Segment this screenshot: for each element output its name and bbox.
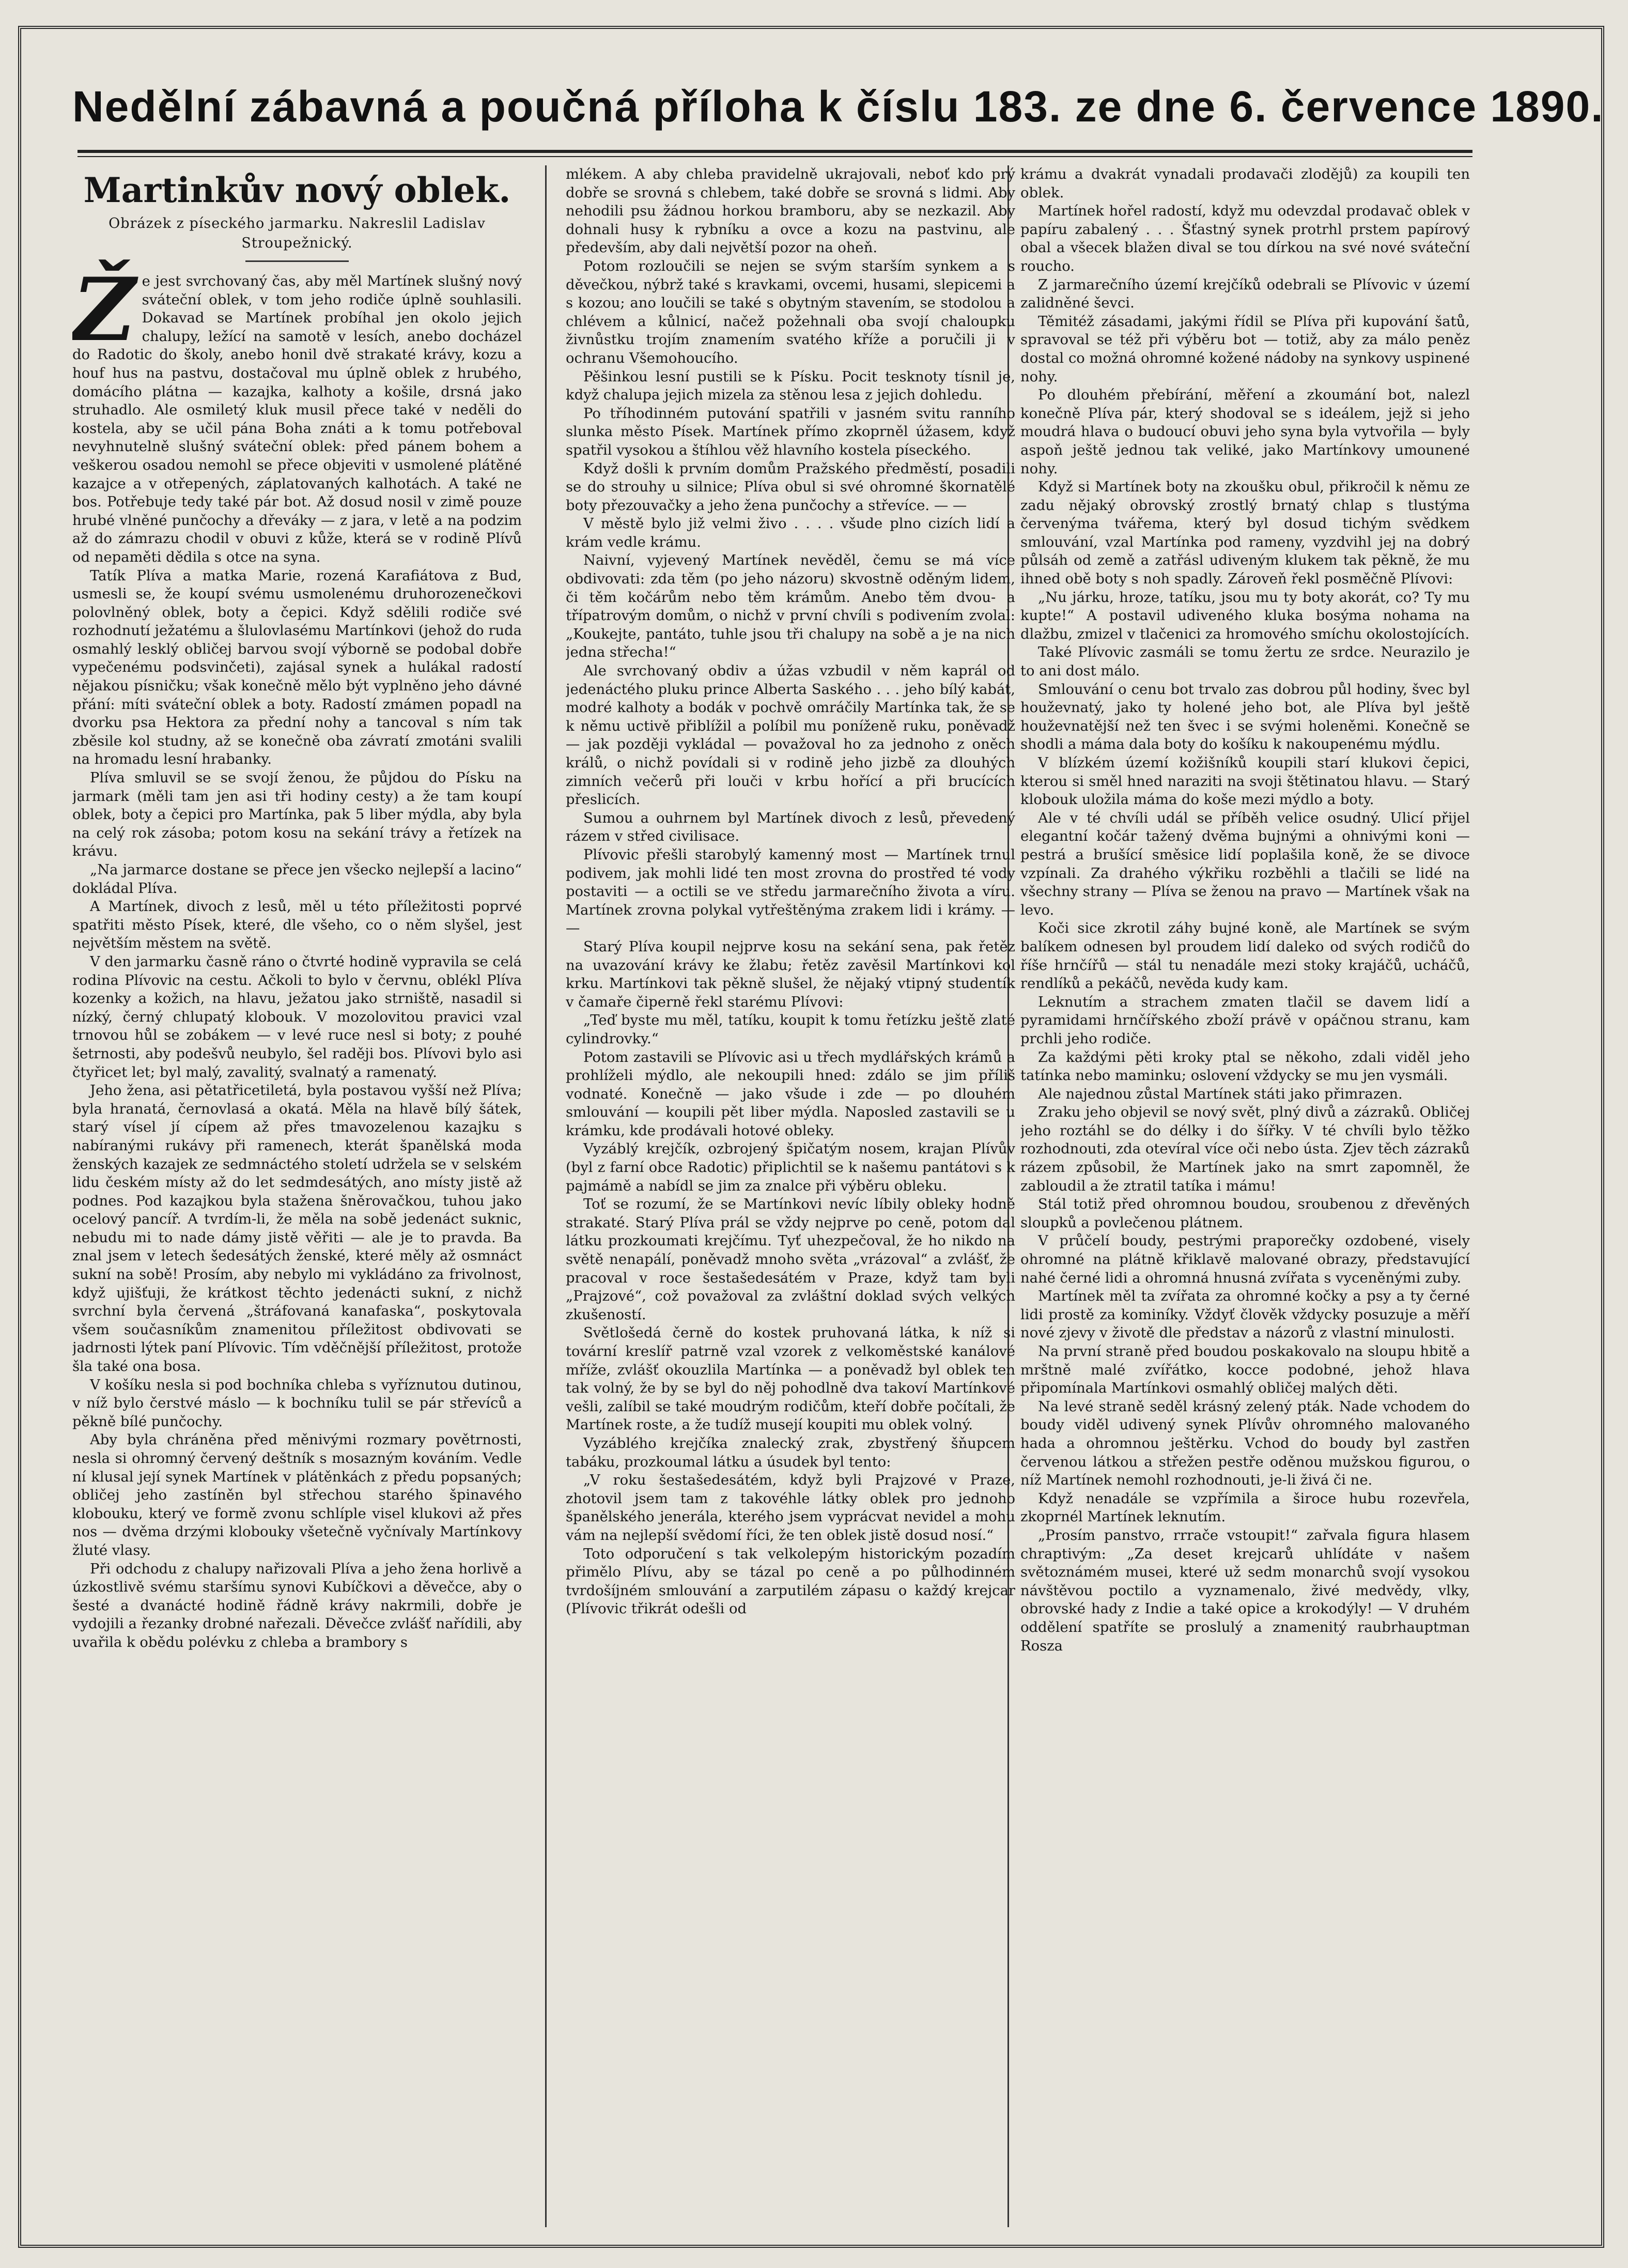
article-column-3 xyxy=(1020,165,1470,2227)
paragraph: Potom zastavili se Plívovic asi u třech mydlářských krámů a prohlíželi mýdlo, ale nekoupili hned: zdálo se jim příliš vodnaté. Konečně — jako všude i zde — po dlouhém smlouvání — koupili pět liber mýdla. Naposled zastavili se u krámku, kde prodávali hotové obleky. xyxy=(566,1049,1015,1139)
paragraph: Koči sice zkrotil záhy bujné koně, ale Martínek se svým balíkem odnesen byl proudem lidí daleko od svých rodičů do říše hrnčířů — stál tu nenadále mezi stoky krajáčů, ucháčů, rendlíků a pekáčů, nevěda kudy kam. xyxy=(1020,920,1470,992)
paragraph: V průčelí boudy, pestrými praporečky ozdobené, visely ohromné na plátně křiklavě malované obrazy, představující nahé černé lidi a ohromná hnusná zvířata s vyceněnými zuby. xyxy=(1020,1233,1470,1286)
title-rule xyxy=(245,260,349,262)
paragraph: „Na jarmarce dostane se přece jen všecko nejlepší a lacino“ dokládal Plíva. xyxy=(72,862,522,897)
paragraph: Stál totiž před ohromnou boudou, sroubenou z dřevěných sloupků a povlečenou plátnem. xyxy=(1020,1196,1470,1231)
paragraph: A Martínek, divoch z lesů, měl u této příležitosti poprvé spatřiti město Písek, které, dle všeho, co o něm slyšel, jest největším městem na světě. xyxy=(72,899,522,952)
article-column-2 xyxy=(566,165,1015,2227)
paragraph: Naivní, vyjevený Martínek nevěděl, čemu se má více obdivovati: zda těm (po jeho názoru) skvostně oděným lidem, či těm kočárům nebo těm krámům. Anebo těm dvou- a třípatrovým domům, o nichž v první chvíli s podivením zvolal: „Koukejte, pantáto, tuhle jsou tři chalupy na sobě a je na nich jedna střecha!“ xyxy=(566,552,1015,661)
article-title: Martinkův nový oblek. xyxy=(83,170,511,210)
paragraph: Když nenadále se vzpřímila a široce hubu rozevřela, zkoprnél Martínek leknutím. xyxy=(1020,1490,1470,1525)
paragraph: Také Plívovic zasmáli se tomu žertu ze srdce. Neurazilo je to ani dost málo. xyxy=(1020,644,1470,680)
paragraph: Aby byla chráněna před měnivými rozmary povětrnosti, nesla si ohromný červený deštník s mosazným kováním. Vedle ní klusal její synek Martínek v plátěnkách z předu popsaných; obličej jeho zastíněn byl střechou starého špinavého klobouku, který ve formě zvonu schlíple visel klukovi až přes nos — dvěma drzými klobouky všetečně vyčnívaly Martínkovy žluté vlasy. xyxy=(72,1432,522,1559)
paragraph: V městě bylo již velmi živo . . . . všude plno cizích lidí a krám vedle krámu. xyxy=(566,516,1015,550)
paragraph: Světlošedá černě do kostek pruhovaná látka, k níž si tovární kreslíř patrně vzal vzorek z velkoměstské kanálové mříže, zvlášť okouzlila Martínka — a poněvadž byl oblek ten tak volný, že by se byl do něj pohodlně dva takoví Martínkové vešli, zalíbil se také moudrým rodičům, kteří dobře počítali, že Martínek roste, a že tudíž musejí koupiti mu oblek volný. xyxy=(566,1325,1015,1433)
paragraph: Ale v té chvíli udál se příběh velice osudný. Ulicí přijel elegantní kočár tažený dvěma bujnými a ohnivými koni — pestrá a brušící směsice lidí poplašila koně, že se divoce vzpínali. Za drahého výkřiku rozběhli a tlačili se lidé na všechny strany — Plíva se ženou na pravo — Martínek však na levo. xyxy=(1020,810,1470,918)
paragraph: mlékem. A aby chleba pravidelně ukrajovali, neboť kdo prý dobře se srovná s chlebem, také dobře se srovná s lidmi. Aby nehodili psu žádnou horkou bramboru, aby se nezkazil. Aby dohnali husy k rybníku a ovce a kozu na pastvinu, ale především, aby dali největší pozor na oheň. xyxy=(566,166,1015,256)
paragraph: Pěšinkou lesní pustili se k Písku. Pocit tesknoty tísnil je, když chalupa jejich mizela za stěnou lesa z jejich dohledu. xyxy=(566,368,1015,404)
paragraph: Tatík Plíva a matka Marie, rozená Karafiátova z Bud, usmesli se, že koupí svému usmolenému druhorozenečkovi polovlněný oblek, boty a čepici. Když sdělili rodiče své rozhodnutí ježatému a šlulovlasému Martínkovi (jehož do ruda osmahlý lesklý obličej barvou svojí výborně se podobal dobře vypečenému podsvinčeti), zajásal synek a hulákal radostí nějakou písničku; však konečně mělo být vyplněno jeho dávné přání: míti sváteční oblek a boty. Radostí zmámen popadl na dvorku psa Hektora za přední nohy a tancoval s ním tak zběsile kol studny, až se konečně oba závratí zmotáni svalili na hromadu lesní hrabanky. xyxy=(72,567,522,768)
article-column-1 xyxy=(72,165,522,2227)
drop-cap: Ž xyxy=(72,258,136,361)
header-rule xyxy=(77,150,1472,153)
column-divider xyxy=(545,165,547,2227)
paragraph: Ale svrchovaný obdiv a úžas vzbudil v něm kaprál od jedenáctého pluku prince Alberta Saského . . . jeho bílý kabát, modré kalhoty a bodák v pochvě omráčily Martínka tak, že se k němu uctivě přiblížil a políbil mu poníženě ruku, poněvadž — jak později vykládal — považoval ho za jednoho z oněch králů, o nichž povídali si v rodině jeho jizbě za dlouhých zimních večerů při louči v krbu hořící a při brucících přeslicích. xyxy=(566,663,1015,808)
paragraph: Při odchodu z chalupy nařizovali Plíva a jeho žena horlivě a úzkostlivě svému staršímu synovi Kubíčkovi a děvečce, aby o šesté a dvanácté hodině řádně krávy nakrmili, dobře je vydojili a řezanky drobné nařezali. Děvečce zvlášť nařídili, aby uvařila k obědu polévku z chleba a brambory s xyxy=(72,1561,522,1650)
header-rule-thin xyxy=(77,156,1472,157)
paragraph: krámu a dvakrát vynadali prodavači zlodějů) za koupili ten oblek. xyxy=(1020,166,1470,201)
paragraph: V den jarmarku časně ráno o čtvrté hodině vypravila se celá rodina Plívovic na cestu. Ačkoli to bylo v červnu, oblékl Plíva kozenky a kožich, na hlavu, ježatou jako strniště, nasadil si nízký, černý chlupatý klobouk. V mozolovitou pravici vzal trnovou hůl se zobákem — v levé ruce nesl si boty; z pouhé šetrnosti, aby podešvů neubylo, šel raději bos. Plívovi bylo asi čtyřicet let; byl malý, zavalitý, svalnatý a ramenatý. xyxy=(72,953,522,1081)
paragraph: Plívovic přešli starobylý kamenný most — Martínek trnul podivem, jak mohli lidé ten most zrovna do prostřed té vody postaviti — a octili se ve středu jarmarečního života a víru. Martínek zrovna polykal vytřeštěnýma zrakem lidi i krámy. — — xyxy=(566,846,1015,937)
paragraph: Když došli k prvním domům Pražského předměstí, posadili se do strouhy u silnice; Plíva obul si své ohromné škornatělé boty přezouvačky a jeho žena punčochy a střevíce. — — xyxy=(566,460,1015,514)
paragraph: Na levé straně seděl krásný zelený pták. Nade vchodem do boudy viděl udivený synek Plívův ohromného malovaného hada a ohromnou ještěrku. Vchod do boudy byl zastřen červenou látkou a střežen pestře oděnou mužskou figurou, o níž Martínek nemohl rozhodnouti, je-li živá či ne. xyxy=(1020,1398,1470,1489)
paragraph: Za každými pěti kroky ptal se někoho, zdali viděl jeho tatínka nebo maminku; oslovení vždycky se mu jen vysmáli. xyxy=(1020,1049,1470,1084)
paragraph: Po dlouhém přebírání, měření a zkoumání bot, nalezl konečně Plíva pár, který shodoval se s ideálem, jejž si jeho moudrá hlava o budoucí obuvi jeho syna byla vytvořila — byly aspoň ještě jednou tak veliké, jako Martínkovy umounené nohy. xyxy=(1020,387,1470,477)
paragraph: Martínek hořel radostí, když mu odevzdal prodavač oblek v papíru zabalený . . . Šťastný synek protrhl prstem papírový obal a všecek blažen dival se tou dírkou na své nové sváteční roucho. xyxy=(1020,203,1470,274)
paragraph: „Prosím panstvo, rrrače vstoupit!“ zařvala figura hlasem chraptivým: „Za deset krejcarů uhlídáte v našem světoznámém musei, které už sedm monarchů svojí vysokou návštěvou poctilo a vyznamenalo, živé medvědy, vlky, obrovské hady z Indie a také opice a krokodýly! — V druhém oddělení spatříte se proslulý a znamenitý raubrhauptman Rosza xyxy=(1020,1527,1470,1654)
paragraph: Těmitéž zásadami, jakými řídil se Plíva při kupování šatů, spravoval se též při výběru bot — totiž, aby za málo peněz dostal co možná ohromné kožené nádoby na synkovy uspinené nohy. xyxy=(1020,313,1470,385)
paragraph: Plíva smluvil se se svojí ženou, že půjdou do Písku na jarmark (měli tam jen asi tři hodiny cesty) a že tam koupí oblek, boty a čepici pro Martínka, pak 5 liber mýdla, aby byla na celý rok zásoba; potom kosu na sekání trávy a řetízek na krávu. xyxy=(72,770,522,860)
paragraph: Leknutím a strachem zmaten tlačil se davem lidí a pyramidami hrnčířského zboží právě v opáčnou stranu, kam prchli jeho rodiče. xyxy=(1020,994,1470,1047)
paragraph: Jeho žena, asi pětatřicetiletá, byla postavou vyšší než Plíva; byla hranatá, černovlasá a okatá. Měla na hlavě bílý šátek, starý vísel jí cípem až přes tmavozelenou kazajku s nabíranými rukávy při ramenech, kterát španělská moda ženských kazajek ze sedmnáctého století udržela se v selském lidu českém místy až do let sedmdesátých, ano místy jistě až podnes. Pod kazajkou byla stažena šněrovačkou, tuhou jako ocelový pancíř. A tvrdím-li, že měla na sobě jedenáct suknic, nebudu mi to nade dámy jistě věřiti — ale je to pravda. Ba znal jsem v letech šedesátých ženské, které měly až osmnáct sukní na sobě! Prosím, aby nebylo mi vykládáno za frivolnost, když ujišťuji, že krátkost těchto jedenácti sukní, z nichž svrchní byla červená „štráfovaná kanafaska“, poskytovala všem současníkům znamenitou příležitost obdivovati se jadrnosti lýtek paní Plívovic. Tím vděčnější příležitost, protože šla také ona bosa. xyxy=(72,1083,522,1375)
paragraph: Vyzáblý krejčík, ozbrojený špičatým nosem, krajan Plívův (byl z farní obce Radotic) připlichtil se k našemu pantátovi s k pajmámě a nabídl se jim za znalce při výběru obleku. xyxy=(566,1141,1015,1194)
paragraph: Po tříhodinném putování spatřili v jasném svitu ranního slunka město Písek. Martínek přímo zkoprněl úžasem, když spatřil vysokou a štíhlou věž hlavního kostela píseckého. xyxy=(566,405,1015,458)
paragraph: Starý Plíva koupil nejprve kosu na sekání sena, pak řetěz na uvazování krávy ke žlabu; řetěz zavěsil Martínkovi kol krku. Martínkovi tak pěkně slušel, že nějaký vtipný studentík v čamaře čiperně řekl starému Plívovi: xyxy=(566,938,1015,1010)
paragraph: Zraku jeho objevil se nový svět, plný divů a zázraků. Obličej jeho roztáhl se do délky i do šířky. V té chvíli bylo těžko rozhodnouti, zda otevíral více oči nebo ústa. Zjev těch zázraků rázem způsobil, že Martínek jako na smrt zapomněl, že zabloudil a že ztratil tatíka i mámu! xyxy=(1020,1104,1470,1194)
paragraph: Potom rozloučili se nejen se svým starším synkem a s děvečkou, nýbrž také s kravkami, ovcemi, husami, slepicemi a s kozou; ano loučili se také s obytným stavením, se stodolou a chlévem a kůlnicí, načež požehnali oba svojí chaloupku živnůstku trojím znamením svatého kříže a poručili ji v ochranu Všemohoucího. xyxy=(566,258,1015,366)
supplement-header: Nedělní zábavná a poučná příloha k číslu 183. ze dne 6. července 1890. xyxy=(72,82,1604,131)
paragraph: Martínek měl ta zvířata za ohromné kočky a psy a ty černé lidi prostě za kominíky. Vždyť člověk vždycky posuzuje a měří nové zjevy v životě dle představ a názorů z vlastní minulosti. xyxy=(1020,1288,1470,1341)
paragraph: Z jarmarečního území krejčíků odebrali se Plívovic v území zalidněné ševci. xyxy=(1020,276,1470,312)
paragraph: Vyzáblého krejčíka znalecký zrak, zbystřený šňupcem tabáku, prozkoumal látku a úsudek byl tento: xyxy=(566,1435,1015,1470)
paragraph: Toto odporučení s tak velkolepým historickým pozadím přimělo Plívu, aby se tázal po ceně a po půlhodinném tvrdošíjném smlouvání a zarputilém zápasu o každý krejcar (Plívovic třikrát odešli od xyxy=(566,1546,1015,1617)
paragraph: V blízkém území kožišníků koupili starí klukovi čepici, kterou si směl hned naraziti na svoji štětinatou hlavu. — Starý klobouk uložila máma do koše mezi mýdlo a boty. xyxy=(1020,755,1470,808)
paragraph: e jest svrchovaný čas, aby měl Martínek slušný nový sváteční oblek, v tom jeho rodiče úplně souhlasili. Dokavad se Martínek probíhal jen okolo jejich chalupy, ležící na samotě v lesích, anebo docházel do Radotic do školy, anebo honil dvě strakaté krávy, kozu a houf hus na pastvu, dostačoval mu úplně oblek z hrubého, domácího plátna — kazajka, kalhoty a košile, drsná jako struhadlo. Ale osmiletý kluk musil přece také v neděli do kostela, aby se učil pána Boha znáti a k tomu potřeboval nevyhnutelně slušný sváteční oblek: před pánem bohem a veškerou osadou nemohl se přece objeviti v usmolené plátěné kazajce a v otřepených, záplatovaných kalhotách. A také ne bos. Potřebuje tedy také pár bot. Až dosud nosil v zimě pouze hrubé vlněné punčochy a dřeváky — z jara, v letě a na podzim až do zámrazu chodil v obuvi z kůže, která se v rodině Plívů od nepaměti dědila s otce na syna. xyxy=(72,273,522,565)
paragraph: Smlouvání o cenu bot trvalo zas dobrou půl hodiny, švec byl houževnatý, jako ty holené jeho bot, ale Plíva byl ještě houževnatější než ten švec i se svými holeněmi. Konečně se shodli a máma dala boty do košíku k nakoupenému mýdlu. xyxy=(1020,681,1470,753)
paragraph: V košíku nesla si pod bochníka chleba s vyříznutou dutinou, v níž bylo čerstvé máslo — k bochníku tulil se pár střevíců a pěkně bílé punčochy. xyxy=(72,1377,522,1430)
paragraph: Sumou a ouhrnem byl Martínek divoch z lesů, převedený rázem v střed civilisace. xyxy=(566,810,1015,845)
paragraph: „Nu járku, hroze, tatíku, jsou mu ty boty akorát, co? Ty mu kupte!“ A postavil udiveného kluka bosýma nohama na dlažbu, zmizel v tlačenici za hromového smíchu okolostojících. xyxy=(1020,589,1470,642)
paragraph: Když si Martínek boty na zkoušku obul, přikročil k němu ze zadu nějaký obrovský zrostlý brnatý chlap s tlustýma červenýma tvářema, který byl dosud tichým svědkem smlouvání, vzal Martínka pod rameny, vyzdvihl jej na dobrý půlsáh od země a zatřásl udiveným klukem tak pěkně, že mu ihned obě boty s noh spadly. Zároveň řekl posměčně Plívovi: xyxy=(1020,479,1470,588)
paragraph: „V roku šestašedesátém, když byli Prajzové v Praze, zhotovil jsem tam z takovéhle látky oblek pro jednoho španělského jenerála, kterého jsem vyprácvat nevidel a mohu vám na nejlepší svědomí říci, že ten oblek jistě dosud nosí.“ xyxy=(566,1472,1015,1544)
paragraph: „Teď byste mu měl, tatíku, koupit k tomu řetízku ještě zlaté cylindrovky.“ xyxy=(566,1012,1015,1047)
paragraph: Na první straně před boudou poskakovalo na sloupu hbitě a mrštně malé zvířátko, kocce podobné, jehož hlava připomínala Martínkovi osmahlý obličej malých děti. xyxy=(1020,1344,1470,1397)
article-subtitle: Obrázek z píseckého jarmarku. Nakreslil Ladislav Stroupežnický. xyxy=(108,215,486,251)
paragraph: Toť se rozumí, že se Martínkovi nevíc líbily obleky hodně strakaté. Starý Plíva prál se vždy nejprve po ceně, potom dal látku prozkoumati krejčímu. Tyť uhezpečoval, že ho nikdo na světě nenapálí, poněvadž mnoho světa „vrázoval“ a zvlášť, že pracoval v roce šestašedesátém v Praze, když tam byli „Prajzové“, což považoval za zvláštní doklad svých velkých zkušeností. xyxy=(566,1196,1015,1323)
paragraph: Ale najednou zůstal Martínek státi jako přimrazen. xyxy=(1038,1086,1403,1102)
